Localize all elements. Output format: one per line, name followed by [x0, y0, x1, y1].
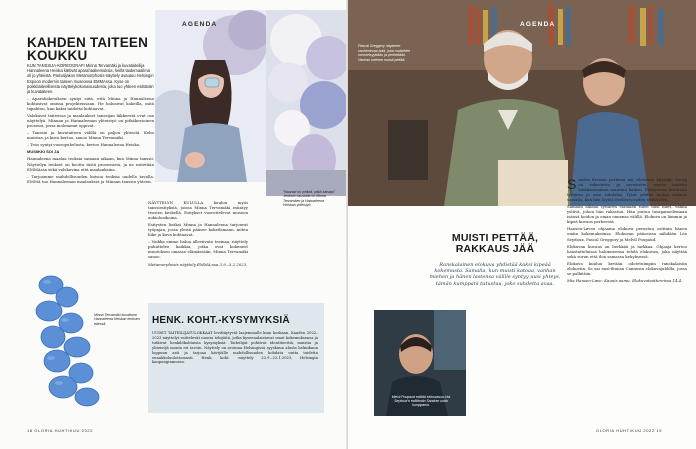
paragraph: Samaan aikaan tyttären elämään tulee uusi mies, vanha ystävä, johon hän rakastuu. Hän joutuu tasapainoilemaan isänsä hoidon ja oman onnensa välillä. Elokuva on lämmin ja kipeä kuvaus perheestä. [567, 204, 687, 225]
photo-sculpture-balloons [266, 10, 348, 196]
paragraph: Valokuvat taiteessa ja maalaukset tanssijan liikkeestä ovat osa näyttelyä. Minnan ja Hannaleenan yhteistyö on pitkäkestoinen prosessi, jossa molemmat oppivat. [27, 113, 154, 129]
photo-box-caption: "Nauravi on pelkkä, pitkä katsaja" -teoksen taustalla on Minna Tervamäen ja Hannaleena Heiskan yhteistyö. [283, 190, 335, 208]
info-box-body: UUDET TAITEILIJATULOKKAAT levittäytyvät laajemmalle kuin koskaan. Kauden 2022–2023 näyttelyt esittelevät nuoria tekijöitä, jotka kyseenalaistavat omat kokemuksensa ja tutkivat henkilökohtaisia kysymyksiä. Taiteilijat pohtivat identiteettiä, muistia ja yhteisöjä monin eri tavoin. Näyttely on avoinna Helsingissä syyskuun alusta helmikuun loppuun asti ja tarjoaa kävijöille mahdollisuuden kohdata uutta taidetta ennakkoluulottomasti. Henk. koht. -näyttely 22.9.–22.1.2023, Helsingin kaupunginmuseo. [152, 331, 318, 365]
photo-father-and-son [348, 0, 696, 206]
paragraph: – Vaikka emme halua alleviivata teemaa, näyttely puhuttelee kaikkia, jotka ovat kokeneet muutoksen omassa elämässään, Minna Tervamäki sanoo. [148, 239, 248, 260]
left-lead: KUN TANSSIJA-KOREOGRAFI Minna Tervamäki ja kuvataiteilija Hannaleena Heiska kättivät aparahaakemuksia, heillä taidemaailma oli jo yhteistä. Parivaljakon Metamorphosis-näyttely avautuu Helsingin Espoon modernin taiteen museossa EMMAssa. Kyse on poikkitaiteellisesta näyttelykokonaisuudesta, joka tuo yhteen esittävän ja kuvataiteen. [27, 63, 154, 95]
paragraph: Hansen-Løven ohjaama elokuva perustuu osittain hänen omiin kokemuksiinsa. Elokuvan pääosissa nähdään Léa Seydoux, Pascal Greggory ja Melvil Poupaud. [567, 226, 687, 242]
right-headline: MUISTI PETTÄÄ, RAKKAUS JÄÄ [451, 232, 539, 255]
exhibition-info: Metamorphosis näyttely EMMA:ssa 3.9.–5.2.2023. [148, 261, 248, 267]
paragraph: – Teos syntyi vuoropuhelusta, kertoo Hannaleena Heiska. [27, 142, 141, 148]
left-footer: 18 GLORIA HUHTIKUU 2022 [27, 428, 94, 433]
paragraph: Esitysten lisäksi Minna ja Hannaleena tarjoavat työpajan, jossa yleisö pääsee kokeilemaan, miten liike ja kuva kohtaavat. [148, 222, 248, 238]
right-footer: GLORIA HUHTIKUU 2022 19 [596, 428, 663, 433]
left-body-column-1 [27, 96, 154, 262]
agenda-tag: AGENDA [520, 21, 556, 28]
info-box-title: HENK. KOHT.-KYSYMYKSIÄ [152, 315, 290, 326]
paragraph-text: andra Kienzin perheen isä, elokuvan kirjailija Georg on rakastettu ja arvostettu, mutta muistin heikkeneminen muuttaa kaiken. Elokuvassa kuvataan tyttären ja isän suhdetta. Tytär yrittää hoitaa isäänsä samalla, kun hän löytää itselleen uuden rakkauden. [567, 177, 687, 203]
agenda-tag: AGENDA [182, 21, 218, 28]
left-body-column-2 [148, 200, 248, 300]
paragraph: – Aparahaketuksen syntyi siitä, että Minna ja Hannaleena kohtasivat omissa projekteissaan. He halusivat kokeilla, mitä tapahtuu, kun kaksi taidetta kohtaavat. [27, 96, 154, 112]
subheading: MUSIIKKI SOI JA [27, 149, 60, 155]
paragraph [567, 177, 687, 202]
right-lead: Ranskalainen elokuva yhdistää kaksi kipeää kokemusta. Samalla, kun muisti katoaa, vanhan miehen ja hänen lastensa välille syntyy uusi yhteys, tämän kumppani tutustuu, joko suhdetta avaa. [429, 262, 561, 287]
photo-balloon-sculpture [27, 273, 142, 408]
paragraph: NÄYTTELYN KULULLA kuuluu myös tanssiesityksiä, joissa Minna Tervamäki esiintyy teosten keskellä. Esitykset vuorottelevat museon aukioloaikoina. [148, 200, 248, 221]
dropcap: S [567, 177, 577, 192]
left-headline: KAHDEN TAITEEN KOUKKU [27, 35, 149, 63]
right-body-column [567, 177, 687, 417]
film-info: Mia Hansen-Løve: Kaunis aamu. Elokuvateattereissa 14.4. [567, 277, 683, 283]
photo-woman-with-sculpture [155, 10, 268, 182]
balloon-caption: Minna Tervamäki kuvattuna Hannaleena Heiskan teoksen edessä. [94, 313, 140, 326]
paragraph: Elokuvan kuvaus on herkkää ja tarkkaa. Ohjaaja kertoo haastatteluissa halunneensa tehdä elokuvan, joka näyttää sekä surun että ilon samassa kehyksessä. [567, 243, 687, 259]
photo-caption: Pascal Greggory näyttelee vanhenevaa isää, joka muistelee menneisyyttään ja perhettään. Vanhan miehen muisti pettää. [358, 44, 411, 62]
paragraph: Hannaleena maalaa teoksia samaan aikaan, kun Minna tanssii. Näyttelyn teokset on koottu tästä prosessista, ja ne esitetään EMMAssa sekä valokuvina että maalauksina. [27, 156, 154, 172]
photo2-caption: Melvil Poupaud esittää elokuvassa Léa Seydoux'n esittämän Sandran uutta kumppania. [391, 395, 451, 408]
paragraph: – Tanssin ja kuvataiteen välillä on paljon yhteistä. Keho muistaa, ja kuva kertoo, sanoo Minna Tervamäki. [27, 130, 154, 141]
paragraph: – Tarjoamme mahdollisuuden katsoa teoksia uudella tavalla. EMMA tuo Hannaleenan maalaukset ja Minnan tanssin yhteen. [27, 173, 154, 184]
paragraph: Elokuva kuuluu kevään odotetuimpiin ranskalaisiin elokuviin. Se sai ensi-iltansa Cannesin elokuvajuhlilla, jossa se palkittiin. [567, 260, 687, 276]
